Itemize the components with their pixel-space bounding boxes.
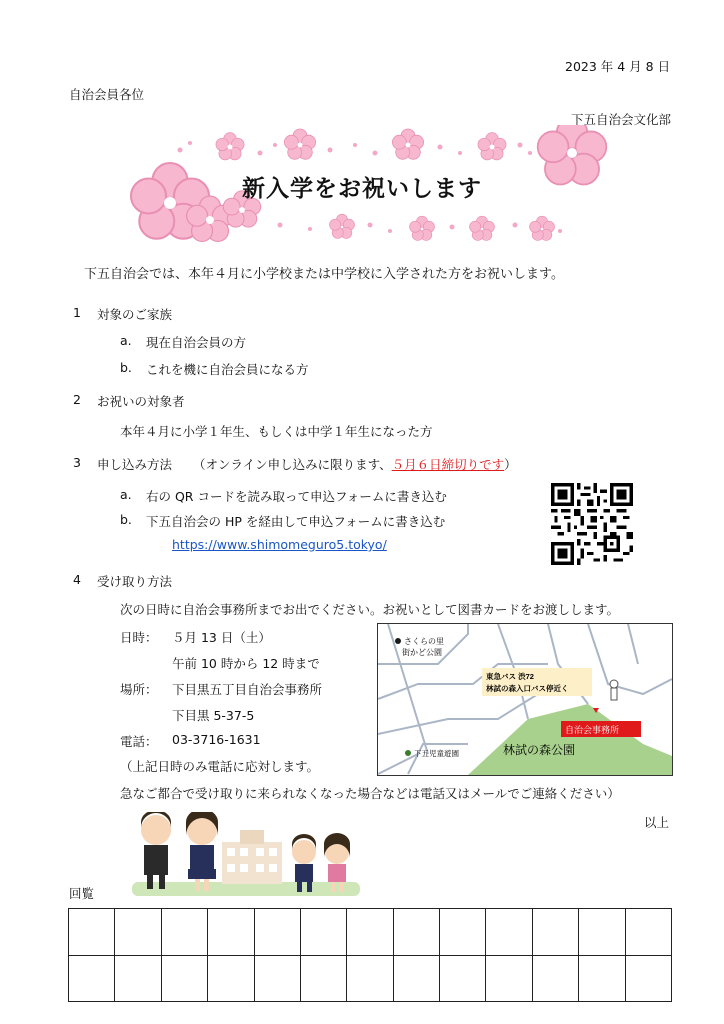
- time-value: 午前 10 時から 12 時まで: [172, 656, 320, 671]
- map-label-office: 自治会事務所: [565, 725, 620, 735]
- table-cell: [486, 955, 532, 1002]
- homepage-link[interactable]: https://www.shimomeguro5.tokyo/: [172, 537, 387, 552]
- addressee: 自治会員各位: [69, 87, 145, 102]
- section-2-number: 2: [73, 392, 81, 407]
- section-1-item-b: これを機に自治会員になる方: [146, 362, 309, 377]
- section-2-body: 本年４月に小学１年生、もしくは中学１年生になった方: [120, 424, 433, 439]
- table-cell: [161, 955, 207, 1002]
- section-3-note-post: ）: [504, 457, 517, 472]
- table-cell: [393, 909, 439, 956]
- map-label-sakura: さくらの里: [404, 637, 444, 646]
- table-row: [69, 909, 672, 956]
- table-cell: [161, 909, 207, 956]
- section-3-title: 申し込み方法: [97, 457, 173, 472]
- section-3-item-a: 右の QR コードを読み取って申込フォームに書き込む: [146, 489, 447, 504]
- section-1-item-a: 現在自治会員の方: [146, 335, 247, 350]
- section-4-body: 次の日時に自治会事務所までお出でください。お祝いとして図書カードをお渡しします。: [120, 602, 620, 617]
- map-label-kaido: 街かど公園: [402, 648, 442, 657]
- section-4-title: 受け取り方法: [97, 574, 173, 589]
- sender: 下五自治会文化部: [571, 112, 672, 127]
- table-cell: [254, 909, 300, 956]
- table-row: [69, 955, 672, 1002]
- table-cell: [440, 955, 486, 1002]
- qr-code[interactable]: [551, 483, 633, 565]
- table-cell: [625, 909, 672, 956]
- section-3-item-b: 下五自治会の HP を経由して申込フォームに書き込む: [146, 514, 446, 529]
- table-cell: [300, 909, 346, 956]
- intro-text: 下五自治会では、本年４月に小学校または中学校に入学された方をお祝いします。: [84, 267, 564, 282]
- bus-stop-icon: [610, 680, 618, 700]
- student-girl-icon: [186, 812, 218, 891]
- table-cell: [254, 955, 300, 1002]
- closing-text: 以上: [644, 815, 670, 830]
- table-cell: [625, 955, 672, 1002]
- table-cell: [440, 909, 486, 956]
- section-1-item-a-mark: a.: [120, 333, 132, 348]
- location-map: [377, 623, 673, 776]
- tel-note: （上記日時のみ電話に応対します。: [120, 759, 320, 774]
- contact-note: 急なご都合で受け取りに来られなくなった場合などは電話又はメールでご連絡ください）: [120, 786, 620, 801]
- tel-value: 03-3716-1631: [172, 732, 261, 747]
- table-cell: [300, 955, 346, 1002]
- section-3-item-b-mark: b.: [120, 512, 132, 527]
- deadline-text: ５月６日締切りです: [391, 457, 505, 472]
- section-2-title: お祝いの対象者: [97, 394, 185, 409]
- section-1-title: 対象のご家族: [97, 307, 173, 322]
- table-cell: [579, 909, 625, 956]
- section-1-item-b-mark: b.: [120, 360, 132, 375]
- table-cell: [208, 909, 254, 956]
- section-1-number: 1: [73, 305, 81, 320]
- section-3-number: 3: [73, 455, 81, 470]
- document-date: 2023 年 4 月 8 日: [565, 59, 671, 74]
- section-3-item-a-mark: a.: [120, 487, 132, 502]
- circulation-label: 回覧: [69, 886, 95, 901]
- section-3-note: [193, 455, 517, 473]
- table-cell: [486, 909, 532, 956]
- students-school-illustration: [132, 812, 360, 902]
- date-label: 日時：: [120, 630, 158, 645]
- table-cell: [115, 909, 161, 956]
- table-cell: [115, 955, 161, 1002]
- circulation-table: [68, 908, 672, 1002]
- place-label: 場所：: [120, 682, 158, 697]
- map-label-bus1: 東急バス 渋72: [486, 672, 534, 681]
- tel-label: 電話：: [120, 734, 158, 749]
- table-cell: [208, 955, 254, 1002]
- date-value: ５月 13 日（土）: [172, 630, 271, 645]
- school-building-icon: [222, 830, 282, 884]
- address-value: 下目黒 5-37-5: [172, 708, 255, 723]
- map-label-playground: 下五児童遊園: [414, 749, 459, 758]
- student-boy-icon: [141, 812, 171, 889]
- map-label-bus2: 林試の森入口バス停近く: [486, 684, 569, 693]
- table-cell: [532, 909, 578, 956]
- table-cell: [393, 955, 439, 1002]
- map-label-park: 林試の森公園: [503, 743, 576, 757]
- table-cell: [532, 955, 578, 1002]
- table-cell: [69, 955, 115, 1002]
- page-title: 新入学をお祝いします: [242, 176, 482, 202]
- table-cell: [69, 909, 115, 956]
- table-cell: [347, 955, 393, 1002]
- table-cell: [579, 955, 625, 1002]
- section-4-number: 4: [73, 572, 81, 587]
- table-cell: [347, 909, 393, 956]
- section-3-note-pre: （オンライン申し込みに限ります、: [193, 457, 392, 472]
- place-value: 下目黒五丁目自治会事務所: [172, 682, 323, 697]
